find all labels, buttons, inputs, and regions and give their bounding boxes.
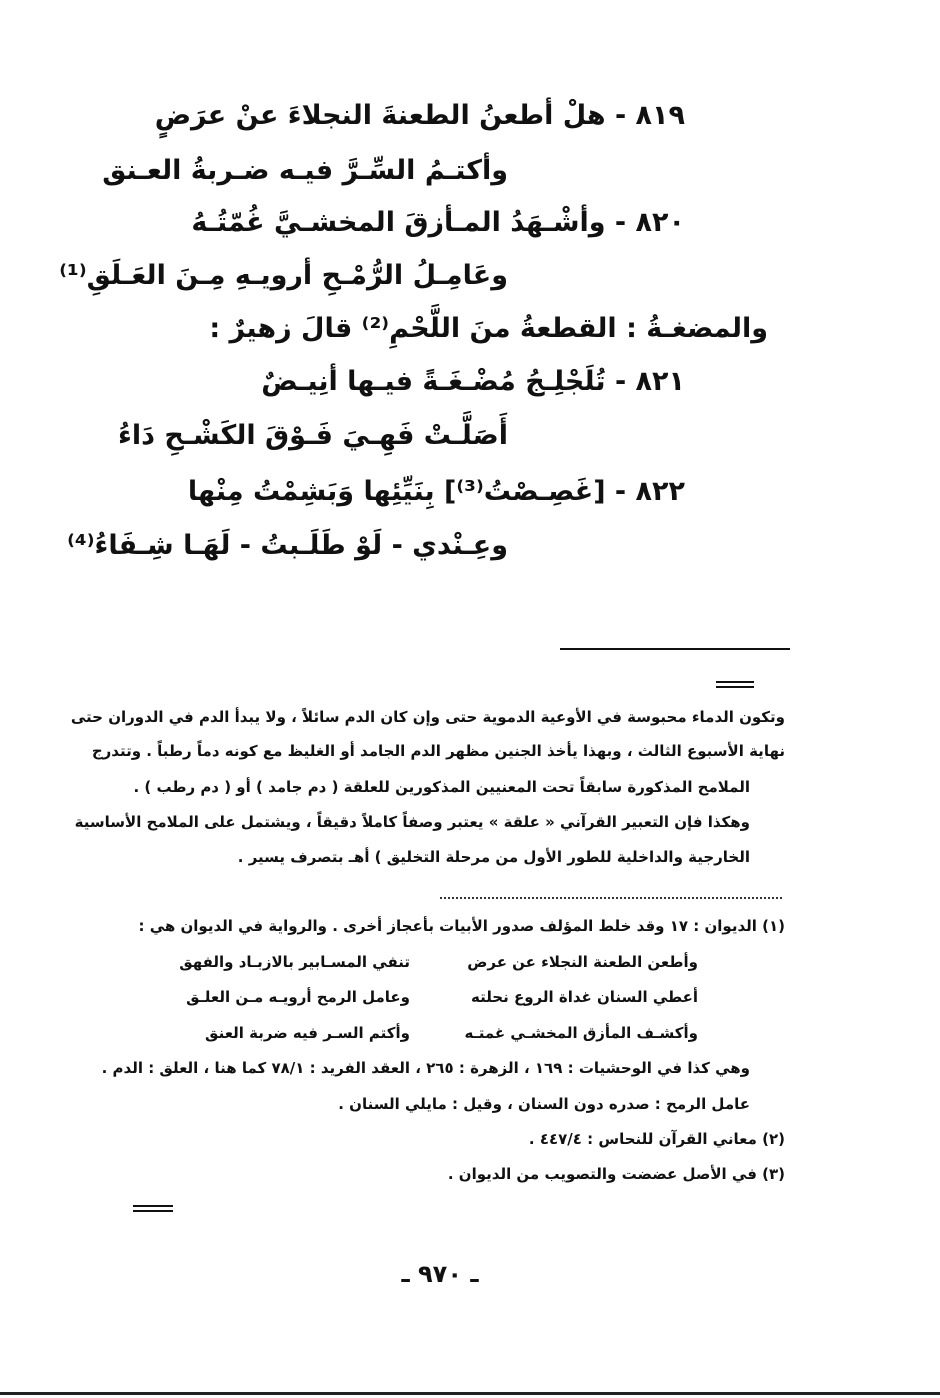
verse-822-first-hemistich: ٨٢٢ - [غَصِـصْتُ⁽³⁾] بِنَيِّئِها وَبَشِمْتُ مِنْها: [187, 476, 685, 507]
verse-819-second-hemistich: وأكتـمُ السِّـرَّ فيـه ضـربةُ العـنق: [102, 155, 508, 186]
footnote-1-sources: وهي كذا في الوحشيات : ١٦٩ ، الزهرة : ٢٦٥ ، العقد الفريد : ٧٨/١ كما هنا ، العلق : الدم .: [101, 1059, 750, 1077]
footnote-1-verse-2-left: وعامل الرمح أرويـه مـن العلـق: [186, 988, 410, 1006]
madgha-definition: والمضغـةُ : القطعةُ منَ اللَّحْمِ⁽²⁾ قالَ زهيرٌ :: [209, 313, 768, 344]
bottom-mark-top: [133, 1205, 173, 1207]
scan-bottom-edge: [0, 1392, 940, 1395]
commentary-line-3: الملامح المذكورة سابقاً تحت المعنيين المذكورين للعلقة ( دم جامد ) أو ( دم رطب ) .: [133, 778, 750, 796]
page-number: ـ ٩٧٠ ـ: [401, 1260, 479, 1288]
verse-821-second-hemistich: أَصَلَّـتْ فَهِـيَ فَـوْقَ الكَشْـحِ دَاءُ: [118, 420, 508, 451]
footnote-separator: [560, 648, 790, 650]
footnote-1-verse-1-left: تنفي المسـابير بالازبـاد والفهق: [179, 953, 410, 971]
footnote-1-verse-1-right: وأطعن الطعنة النجلاء عن عرض: [467, 953, 698, 971]
verse-821-first-hemistich: ٨٢١ - تُلَجْلِـجُ مُضْـغَـةً فيـها أنِيـضٌ: [261, 366, 685, 397]
footnote-1-verse-2-right: أعطي السنان غداة الروع نحلته: [470, 988, 698, 1006]
verse-822-second-hemistich: وعِـنْدي - لَوْ طَلَـبتُ - لَهَـا شِـفَاءُ⁽⁴⁾: [67, 530, 508, 561]
commentary-line-4: وهكذا فإن التعبير القرآني « علقة » يعتبر وصفاً كاملاً دقيقاً ، ويشتمل على الملامح الأساسية: [74, 813, 750, 831]
verse-820-first-hemistich: ٨٢٠ - وأشْـهَدُ المـأزقَ المخشـيَّ غُمّتُـهُ: [191, 207, 685, 238]
verse-819-first-hemistich: ٨١٩ - هلْ أطعنُ الطعنةَ النجلاءَ عنْ عرَضٍ: [154, 100, 685, 131]
continued-mark-bottom: [716, 686, 754, 688]
dotted-separator: [440, 897, 782, 899]
footnote-1-verse-3-right: وأكشـف المأزق المخشـي غمتـه: [464, 1024, 698, 1042]
commentary-line-1: وتكون الدماء محبوسة في الأوعية الدموية حتى وإن كان الدم سائلاً ، ولا يبدأ الدم في الدوران حتى: [70, 708, 785, 726]
commentary-line-2: نهاية الأسبوع الثالث ، وبهذا يأخذ الجنين مظهر الدم الجامد أو الغليظ مع كونه دماً رطباً . وتتدرج: [91, 742, 785, 760]
verse-820-second-hemistich: وعَامِـلُ الرُّمْـحِ أرويـهِ مِـنَ العَـلَقِ⁽¹⁾: [59, 260, 508, 291]
commentary-line-5: الخارجية والداخلية للطور الأول من مرحلة التخليق ) أهـ بتصرف يسير .: [237, 848, 750, 866]
bottom-mark-bottom: [133, 1210, 173, 1212]
footnote-3: (٣) في الأصل عضضت والتصويب من الديوان .: [447, 1165, 785, 1183]
footnote-2: (٢) معاني القرآن للنحاس : ٤٤٧/٤ .: [528, 1130, 785, 1148]
footnote-1-gloss: عامل الرمح : صدره دون السنان ، وقيل : مايلي السنان .: [338, 1095, 750, 1113]
continued-mark-top: [716, 681, 754, 683]
footnote-1-verse-3-left: وأكتم السـر فيه ضربة العنق: [205, 1024, 410, 1042]
footnote-1-intro: (١) الديوان : ١٧ وقد خلط المؤلف صدور الأبيات بأعجاز أخرى . والرواية في الديوان هي :: [138, 917, 785, 935]
